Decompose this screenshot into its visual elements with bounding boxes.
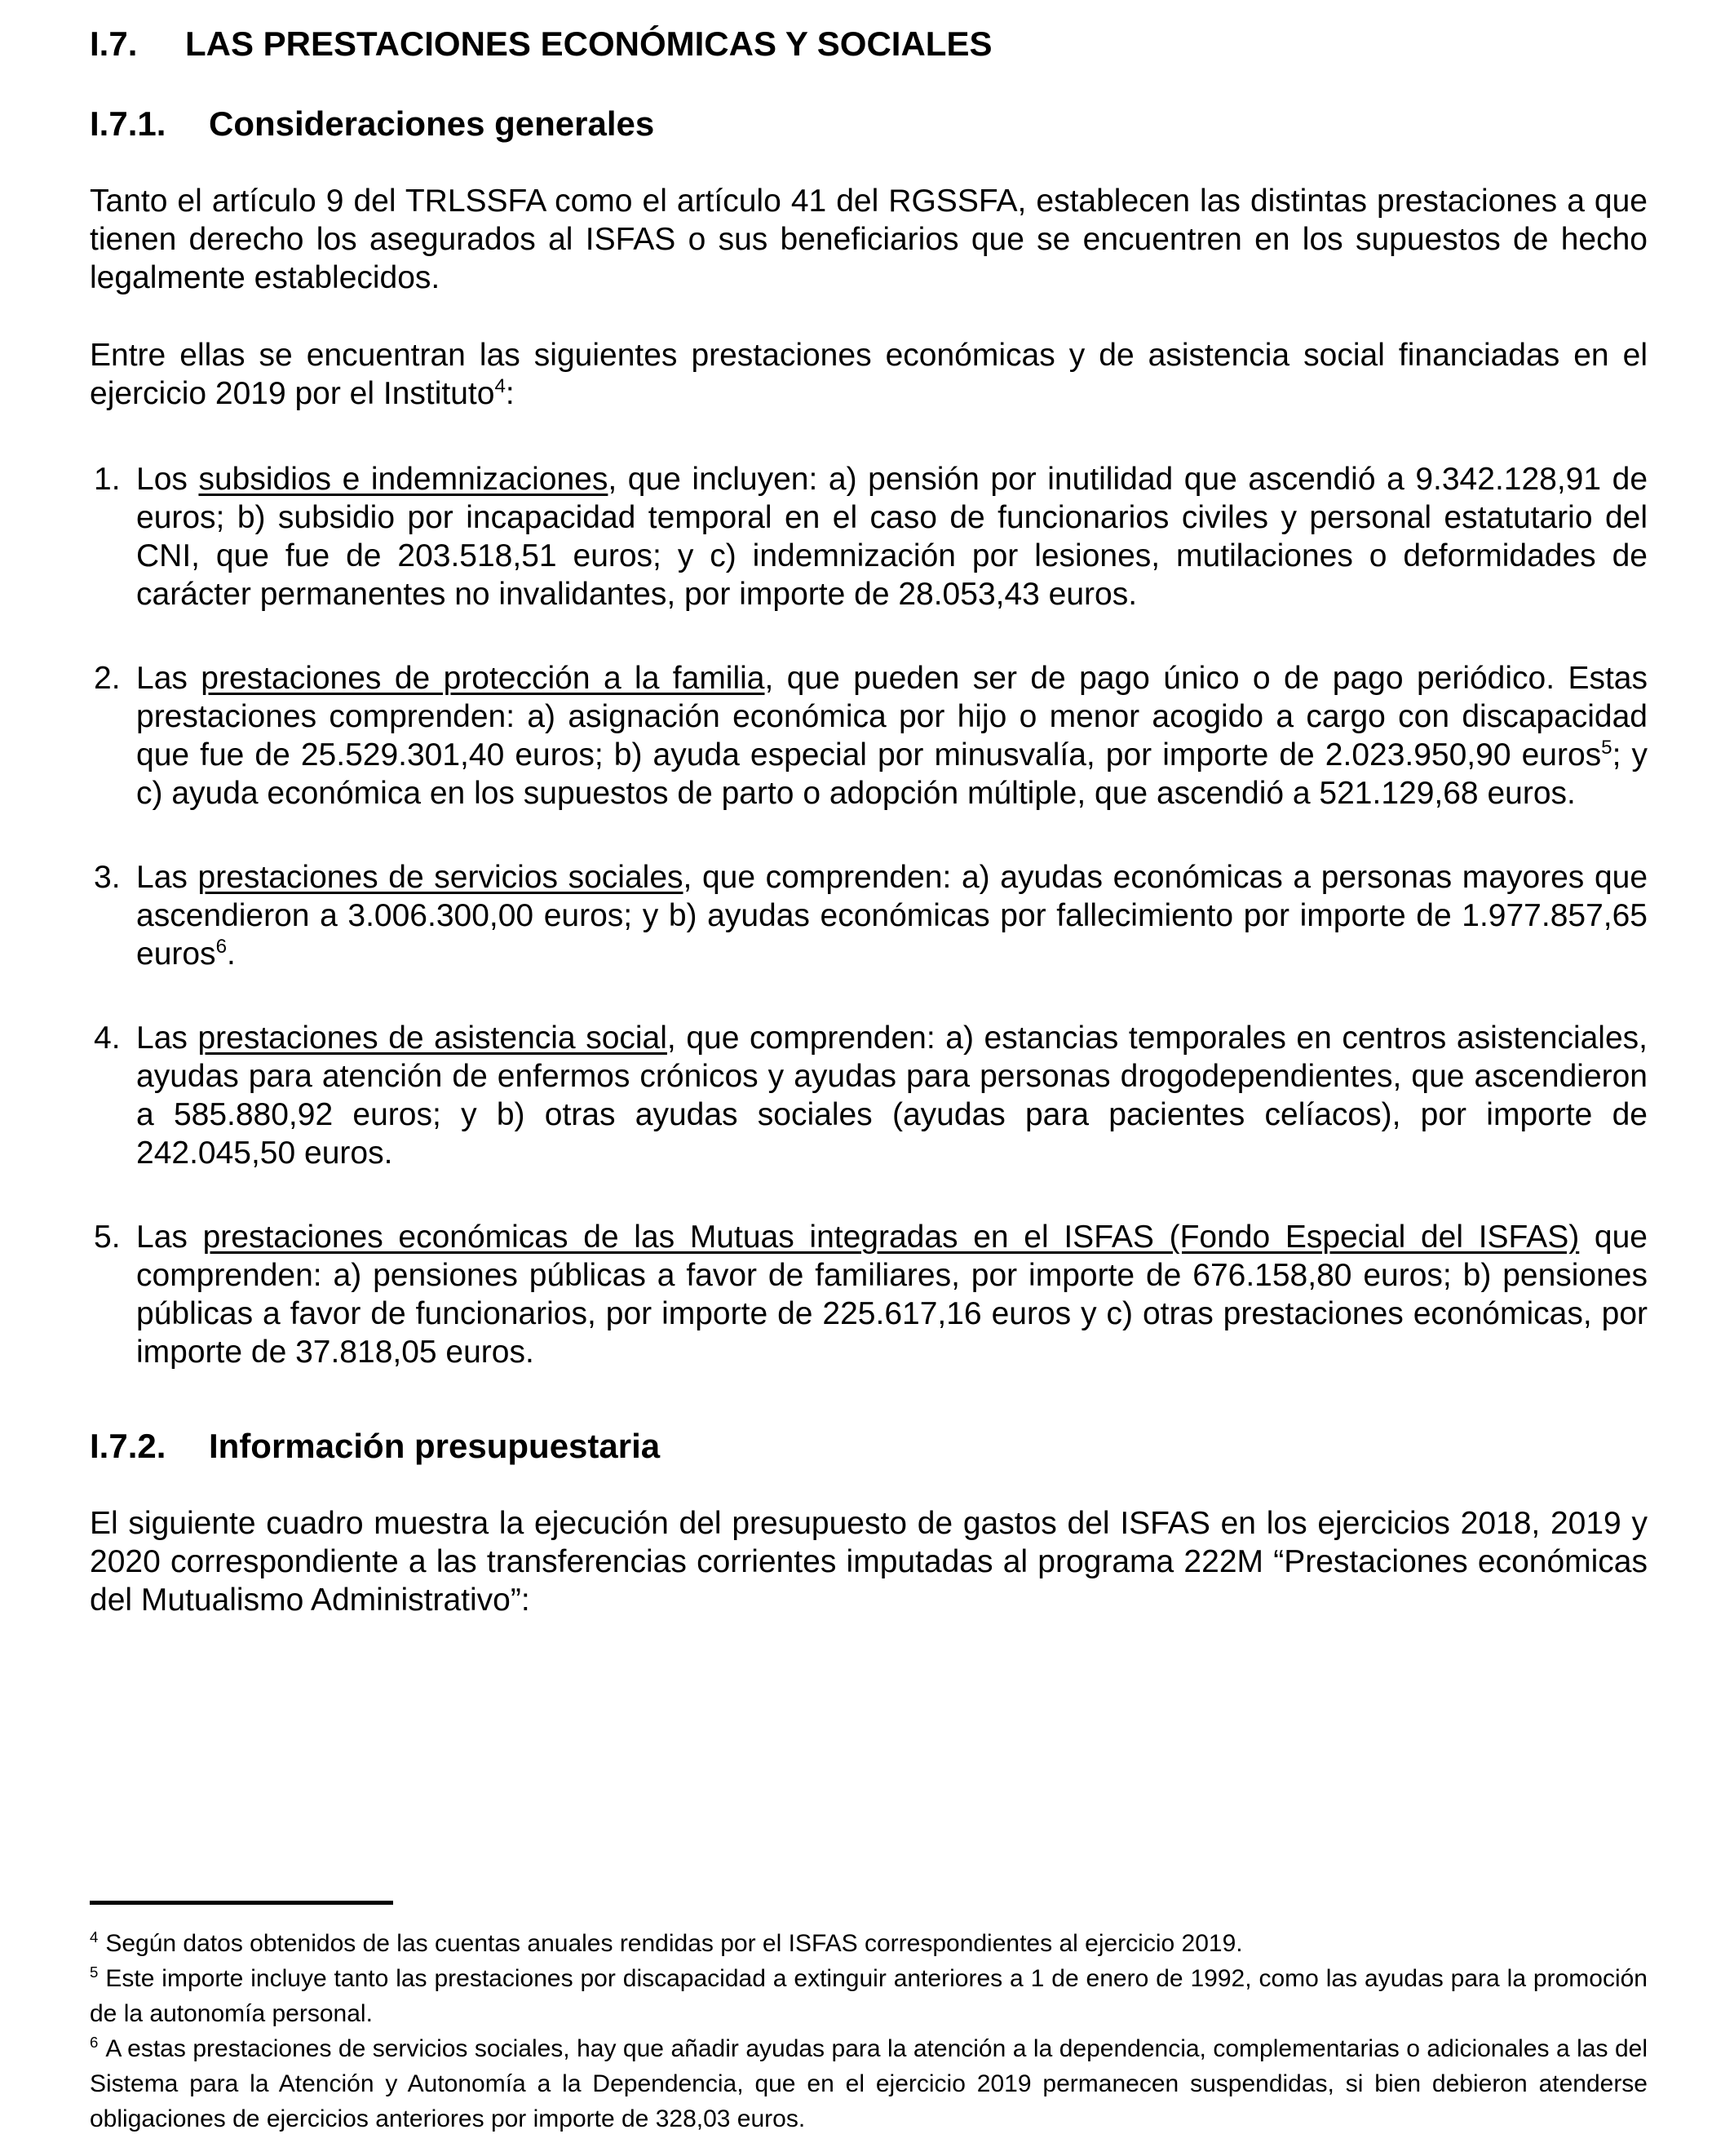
footnote-6-marker: 6 <box>90 2034 99 2051</box>
footnote-6 <box>90 2031 1648 2136</box>
list-item-5-number: 5. <box>94 1220 121 1255</box>
list-item-1-text: Los subsidios e indemnizaciones, que incluyen: a) pensión por inutilidad que ascendió a 9.342.128,91 de euros; b) subsidio por incapacidad temporal en el caso de funcionarios civiles y personal estatutario del CNI, que fue de 203.518,51 euros; y c) indemnización por lesiones, mutilaciones o deformidades de carácter permanentes no invalidantes, por importe de 28.053,43 euros. <box>136 462 1648 612</box>
benefits-list <box>90 413 1648 1371</box>
list-item-3-number: 3. <box>94 860 121 895</box>
footnote-4-text: Según datos obtenidos de las cuentas anuales rendidas por el ISFAS correspondientes al ejercicio 2019. <box>105 1930 1243 1957</box>
list-item-3-text: Las prestaciones de servicios sociales, que comprenden: a) ayudas económicas a personas mayores que ascendieron a 3.006.300,00 euros; y b) ayudas económicas por fallecimiento por importe de 1.977.857,65 euros$^6$. <box>136 860 1648 972</box>
list-item-1 <box>90 460 1648 613</box>
footnote-section <box>90 1901 1648 2136</box>
footnote-separator <box>90 1901 393 1905</box>
paragraph-budget: El siguiente cuadro muestra la ejecución del presupuesto de gastos del ISFAS en los ejercicios 2018, 2019 y 2020 correspondiente a las transferencias corrientes imputadas al programa 222M “Prestaciones económicas del Mutualismo Administrativo”: <box>90 1506 1648 1618</box>
section-heading-i72 <box>90 1427 1648 1465</box>
list-item-2 <box>90 659 1648 812</box>
section-heading-i7 <box>90 24 1648 63</box>
section-heading-i71 <box>90 104 1648 143</box>
footnote-4 <box>90 1926 1648 1961</box>
footnote-5 <box>90 1961 1648 2031</box>
paragraph-intro-2: Entre ellas se encuentran las siguientes prestaciones económicas y de asistencia social financiadas en el ejercicio 2019 por el Instituto$^4$: <box>90 338 1648 411</box>
footnote-5-marker: 5 <box>90 1963 99 1981</box>
section-number-i7: I.7. <box>90 24 138 63</box>
list-item-1-number: 1. <box>94 462 121 497</box>
list-item-4-text: Las prestaciones de asistencia social, que comprenden: a) estancias temporales en centros asistenciales, ayudas para atención de enfermos crónicos y ayudas para personas drogodependientes, que ascendieron a 585.880,92 euros; y b) otras ayudas sociales (ayudas para pacientes celíacos), por importe de 242.045,50 euros. <box>136 1020 1648 1171</box>
footnote-4-marker: 4 <box>90 1928 99 1946</box>
section-title-i7: LAS PRESTACIONES ECONÓMICAS Y SOCIALES <box>185 24 993 63</box>
list-item-3 <box>90 858 1648 973</box>
list-item-4 <box>90 1019 1648 1172</box>
paragraph-intro-1: Tanto el artículo 9 del TRLSSFA como el artículo 41 del RGSSFA, establecen las distintas prestaciones a que tienen derecho los asegurados al ISFAS o sus beneficiarios que se encuentren en los supuestos de hecho legalmente establecidos. <box>90 184 1648 295</box>
footnote-5-text: Este importe incluye tanto las prestaciones por discapacidad a extinguir anteriores a 1 de enero de 1992, como las ayudas para la promoción de la autonomía personal. <box>90 1965 1648 2027</box>
footnote-6-text: A estas prestaciones de servicios sociales, hay que añadir ayudas para la atención a la dependencia, complementarias o adicionales a las del Sistema para la Atención y Autonomía a la Dependencia, que en el ejercicio 2019 permanecen suspendidas, si bien debieron atenderse obligaciones de ejercicios anteriores por importe de 328,03 euros. <box>90 2035 1648 2132</box>
list-item-4-number: 4. <box>94 1020 121 1056</box>
list-item-5 <box>90 1218 1648 1371</box>
list-item-5-text: Las prestaciones económicas de las Mutuas integradas en el ISFAS (Fondo Especial del ISFAS) que comprenden: a) pensiones públicas a favor de familiares, por importe de 676.158,80 euros; b) pensiones públicas a favor de funcionarios, por importe de 225.617,16 euros y c) otras prestaciones económicas, por importe de 37.818,05 euros. <box>136 1220 1648 1370</box>
section-title-i72: Información presupuestaria <box>209 1427 661 1465</box>
list-item-2-text: Las prestaciones de protección a la familia, que pueden ser de pago único o de pago periódico. Estas prestaciones comprenden: a) asignación económica por hijo o menor acogido a cargo con discapacidad que fue de 25.529.301,40 euros; b) ayuda especial por minusvalía, por importe de 2.023.950,90 euros$^5$; y c) ayuda económica en los supuestos de parto o adopción múltiple, que ascendió a 521.129,68 euros. <box>136 661 1648 811</box>
section-title-i71: Consideraciones generales <box>209 104 655 143</box>
section-number-i72: I.7.2. <box>90 1427 166 1465</box>
section-number-i71: I.7.1. <box>90 104 166 143</box>
list-item-2-number: 2. <box>94 661 121 696</box>
